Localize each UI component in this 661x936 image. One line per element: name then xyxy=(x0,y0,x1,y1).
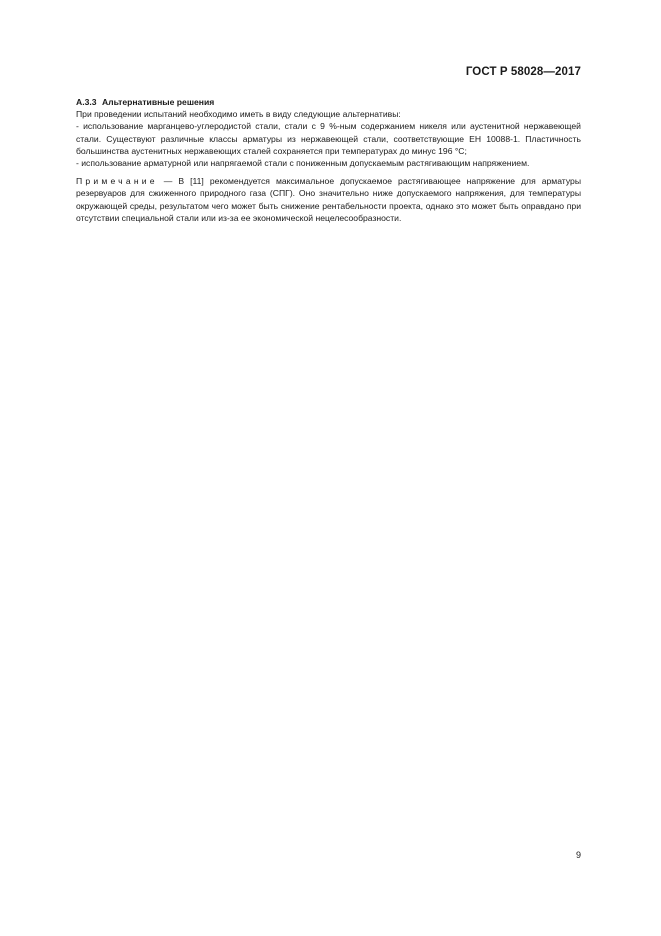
document-body xyxy=(76,96,581,224)
page-number: 9 xyxy=(575,850,581,860)
alternative-item-2 xyxy=(76,157,581,169)
alternative-item-text: - использование марганцево-углеродистой стали, стали с 9 %-ным содержанием никеля или аустенитной нержавеющей стали. Существуют различные классы арматуры из нержавеющей стали, соответствующие ЕН 10088-1. Пластичность большинства аустенитных нержавеющих сталей сохраняется при температурах до минус 196 °С; xyxy=(76,121,581,156)
document-code-header: ГОСТ Р 58028—2017 xyxy=(465,66,581,78)
alternative-item-text: - использование арматурной или напрягаемой стали с пониженным допускаемым растягивающим напряжением. xyxy=(76,158,530,169)
section-number: А.3.3 xyxy=(76,97,97,107)
section-intro-text: При проведении испытаний необходимо иметь в виду следующие альтернативы: xyxy=(76,109,401,120)
alternative-item-1 xyxy=(76,120,581,157)
note-text: — В [11] рекомендуется максимальное допускаемое растягивающее напряжение для арматуры резервуаров для сжиженного природного газа (СПГ). Оно значительно ниже допускаемого напряжения, для температуры окружающей среды, результатом чего может быть снижение рентабельности проекта, однако это может быть оправдано при отсутствии специальной стали или из-за ее экономической нецелесообразности. xyxy=(76,176,581,223)
note-paragraph xyxy=(76,175,581,224)
section-heading xyxy=(76,96,581,108)
section-title: Альтернативные решения xyxy=(101,97,215,107)
note-label: Примечание xyxy=(76,176,158,187)
section-intro-paragraph xyxy=(76,108,581,120)
